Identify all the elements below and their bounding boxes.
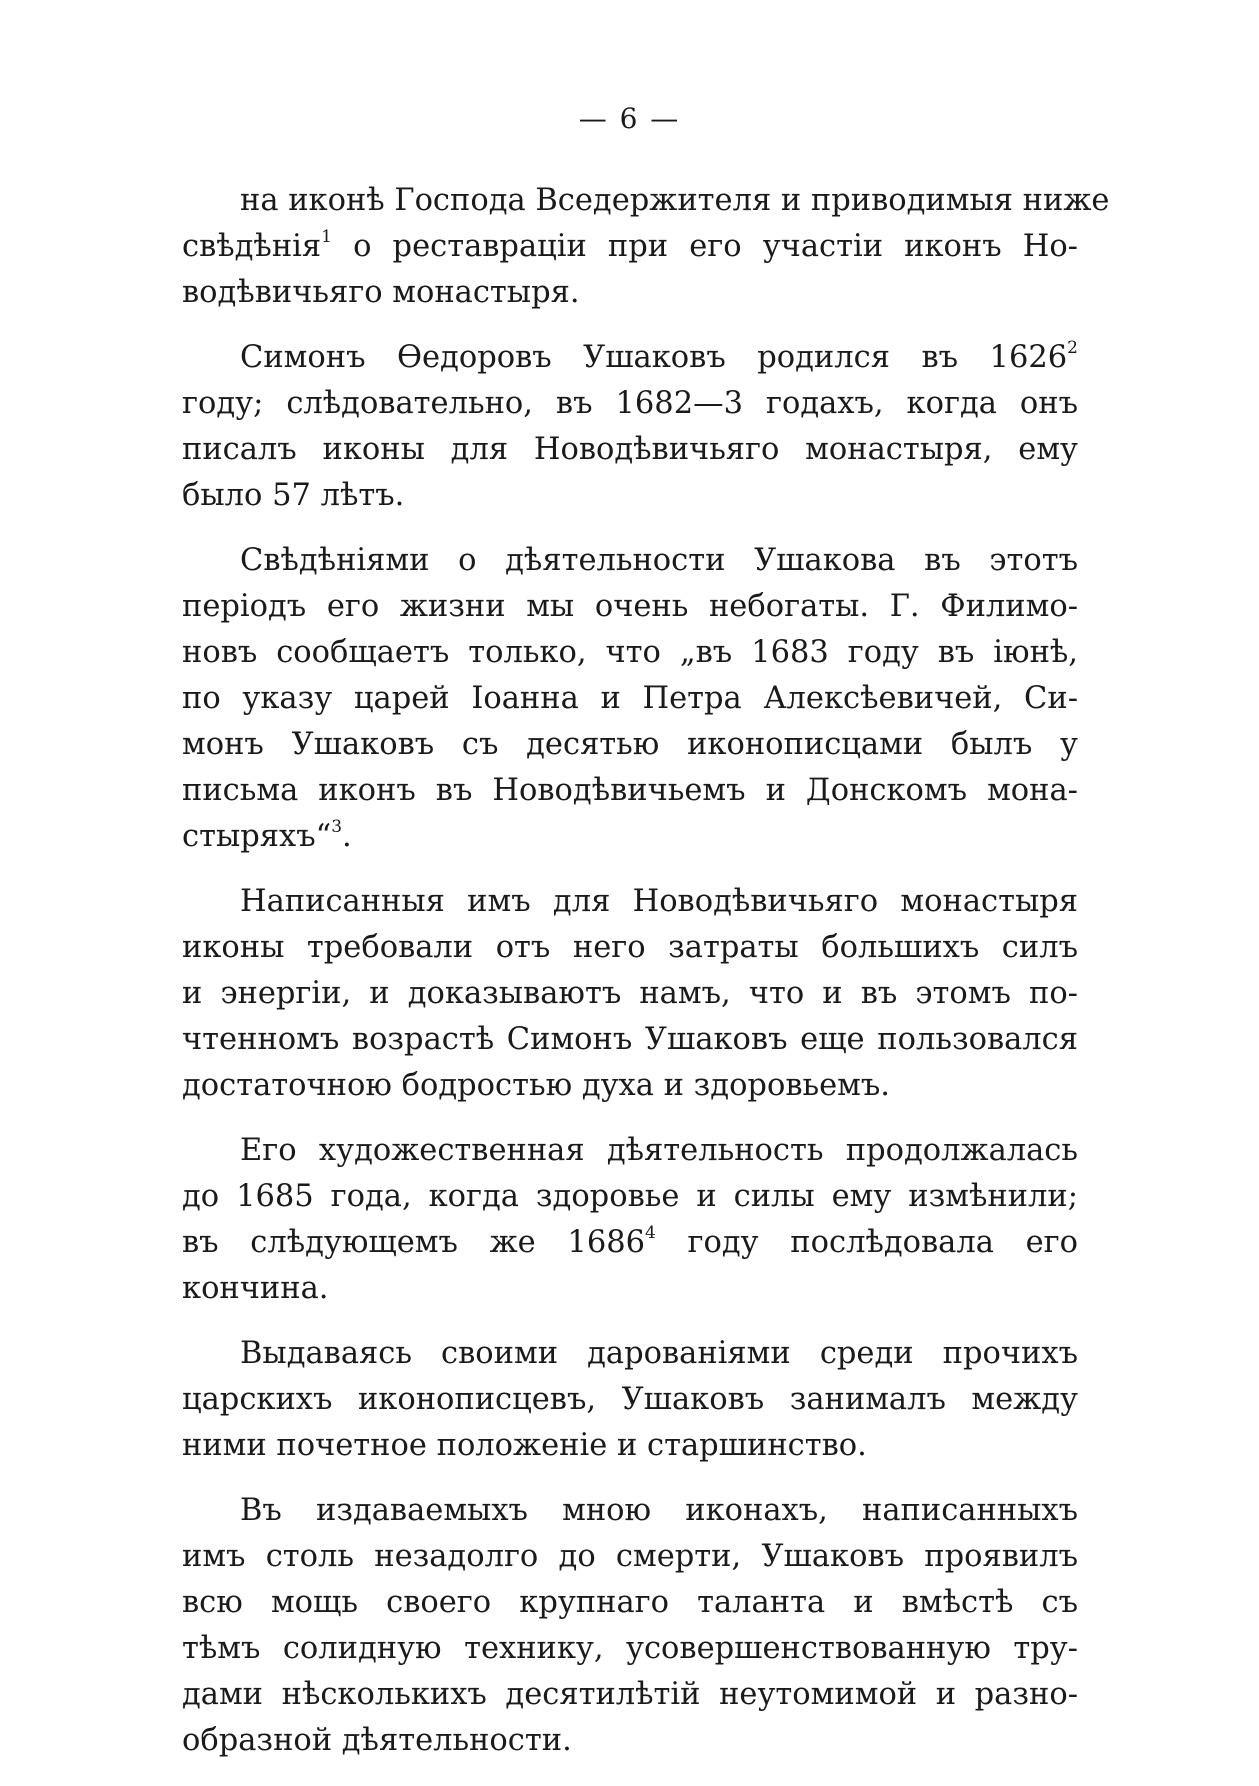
text-line bbox=[182, 768, 1078, 814]
paragraph bbox=[182, 1488, 1078, 1764]
text-segment: году; слѣдовательно, въ 1682—3 годахъ, когда онъ bbox=[182, 386, 1078, 421]
paragraph bbox=[182, 1128, 1078, 1312]
footnote-marker: 1 bbox=[321, 227, 332, 247]
page-number: — 6 — bbox=[578, 102, 681, 135]
text-segment: монъ Ушаковъ съ десятью иконописцами былъ у bbox=[182, 727, 1078, 762]
text-line bbox=[182, 1220, 1078, 1266]
text-segment: образной дѣятельности. bbox=[182, 1723, 572, 1758]
text-line bbox=[182, 1063, 1078, 1109]
text-segment: писалъ иконы для Новодѣвичьяго монастыря, ему bbox=[182, 432, 1078, 467]
text-segment: періодъ его жизни мы очень небогаты. Г. Филимо- bbox=[182, 589, 1078, 624]
text-line bbox=[182, 879, 1078, 925]
text-line bbox=[182, 270, 1078, 316]
text-line bbox=[182, 335, 1078, 381]
text-segment: кончина. bbox=[182, 1271, 329, 1306]
text-segment: дами нѣсколькихъ десятилѣтій неутомимой и разно- bbox=[182, 1677, 1078, 1712]
text-line bbox=[182, 971, 1078, 1017]
text-segment: году послѣдовала его bbox=[655, 1225, 1078, 1260]
paragraph bbox=[182, 178, 1110, 316]
text-line bbox=[182, 1128, 1078, 1174]
text-line bbox=[182, 381, 1078, 427]
text-segment: было 57 лѣтъ. bbox=[182, 478, 405, 513]
text-line bbox=[182, 538, 1078, 584]
text-segment: на иконѣ Господа Вседержителя и приводимыя ниже bbox=[240, 183, 1110, 218]
text-segment: . bbox=[342, 819, 352, 854]
text-segment: и энергіи, и доказываютъ намъ, что и въ этомъ по- bbox=[182, 976, 1078, 1011]
text-segment: ними почетное положеніе и старшинство. bbox=[182, 1428, 867, 1463]
text-line bbox=[182, 1672, 1078, 1718]
paragraph bbox=[182, 538, 1078, 860]
text-segment: Его художественная дѣятельность продолжалась bbox=[240, 1133, 1078, 1168]
text-line bbox=[182, 1377, 1078, 1423]
text-line bbox=[182, 814, 1078, 860]
text-segment: всю мощь своего крупнаго таланта и вмѣстѣ съ bbox=[182, 1585, 1078, 1620]
text-segment: до 1685 года, когда здоровье и силы ему измѣнили; bbox=[182, 1179, 1078, 1214]
footnote-marker: 3 bbox=[331, 817, 343, 837]
text-line bbox=[182, 178, 1110, 224]
footnote-marker: 2 bbox=[1067, 338, 1078, 358]
text-line bbox=[182, 1017, 1078, 1063]
text-segment: достаточною бодростью духа и здоровьемъ. bbox=[182, 1068, 890, 1103]
text-segment: по указу царей Іоанна и Петра Алексѣевичей, Си- bbox=[182, 681, 1078, 716]
text-segment: Свѣдѣніями о дѣятельности Ушакова въ этотъ bbox=[240, 543, 1078, 578]
text-line bbox=[182, 925, 1078, 971]
text-segment: Симонъ Ѳедоровъ Ушаковъ родился въ 1626 bbox=[240, 340, 1068, 375]
text-segment: стыряхъ“ bbox=[182, 819, 332, 854]
text-segment: иконы требовали отъ него затраты большихъ силъ bbox=[182, 930, 1078, 965]
text-segment: письма иконъ въ Новодѣвичьемъ и Донскомъ мона- bbox=[182, 773, 1078, 808]
text-segment: въ слѣдующемъ же 1686 bbox=[182, 1225, 646, 1260]
text-line bbox=[182, 427, 1078, 473]
paragraph bbox=[182, 1331, 1078, 1469]
text-line bbox=[182, 676, 1078, 722]
text-segment: о реставраціи при его участіи иконъ Но- bbox=[331, 229, 1078, 264]
text-segment: тѣмъ солидную технику, усовершенствованную тру- bbox=[182, 1631, 1078, 1666]
text-line bbox=[182, 1718, 1078, 1764]
text-segment: чтенномъ возрастѣ Симонъ Ушаковъ еще пользовался bbox=[182, 1022, 1078, 1057]
text-line bbox=[182, 1580, 1078, 1626]
paragraph bbox=[182, 879, 1078, 1109]
text-segment: свѣдѣнія bbox=[182, 229, 322, 264]
text-segment: новъ сообщаетъ только, что „въ 1683 году въ іюнѣ, bbox=[182, 635, 1078, 670]
text-line bbox=[182, 1626, 1078, 1672]
text-segment: имъ столь незадолго до смерти, Ушаковъ проявилъ bbox=[182, 1539, 1078, 1574]
text-segment: Выдаваясь своими дарованіями среди прочихъ bbox=[240, 1336, 1078, 1371]
text-line bbox=[182, 1534, 1078, 1580]
text-segment: водѣвичьяго монастыря. bbox=[182, 275, 580, 310]
text-line bbox=[182, 722, 1078, 768]
text-line bbox=[182, 630, 1078, 676]
text-line bbox=[182, 1488, 1078, 1534]
text-line bbox=[182, 1266, 1078, 1312]
text-segment: Написанныя имъ для Новодѣвичьяго монастыря bbox=[240, 884, 1078, 919]
body-text bbox=[182, 178, 1110, 1783]
text-line bbox=[182, 1331, 1078, 1377]
text-segment: царскихъ иконописцевъ, Ушаковъ занималъ между bbox=[182, 1382, 1078, 1417]
text-line bbox=[182, 584, 1078, 630]
text-line bbox=[182, 473, 1078, 519]
text-line bbox=[182, 1174, 1078, 1220]
text-line bbox=[182, 1423, 1078, 1469]
text-line bbox=[182, 224, 1078, 270]
text-segment: Въ издаваемыхъ мною иконахъ, написанныхъ bbox=[240, 1493, 1078, 1528]
paragraph bbox=[182, 335, 1078, 519]
footnote-marker: 4 bbox=[645, 1223, 656, 1243]
